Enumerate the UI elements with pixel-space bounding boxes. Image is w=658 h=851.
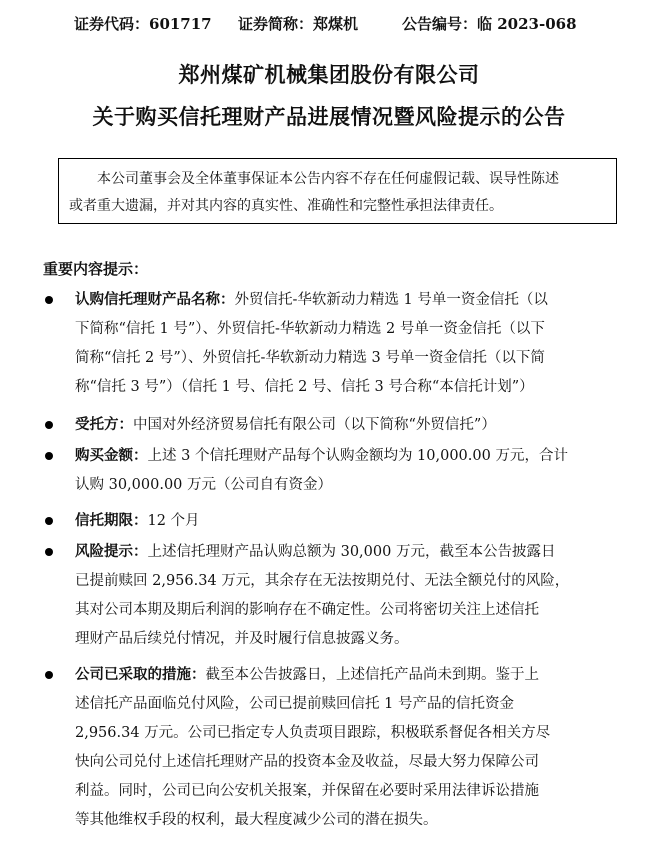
stock-code: 证券代码：601717: [74, 15, 212, 33]
disclaimer-line: 本公司董事会及全体董事保证本公告内容不存在任何虚假记载、误导性陈述: [97, 171, 559, 187]
item-text: 2,956.34 万元。公司已指定专人负责项目跟踪，积极联系督促各相关方尽: [75, 725, 551, 741]
item-text: 利益。同时，公司已向公安机关报案，并保留在必要时采用法律诉讼措施: [75, 783, 539, 799]
item-text: 下简称“信托 1 号”）、外贸信托-华软新动力精选 2 号单一资金信托（以下: [75, 321, 545, 337]
bullet-icon: [45, 548, 53, 556]
item-text: 中国对外经济贸易信托有限公司（以下简称“外贸信托”）: [133, 417, 496, 433]
company-title: 郑州煤矿机械集团股份有限公司: [178, 62, 480, 87]
item-row: [75, 537, 620, 567]
list-item: [45, 537, 620, 654]
stock-name: 证券简称：郑煤机: [238, 15, 359, 33]
item-text: 截至本公告披露日，上述信托产品尚未到期。鉴于上: [205, 667, 539, 683]
disclaimer-box: [58, 158, 617, 224]
item-row: [75, 285, 620, 315]
bullet-icon: [45, 452, 53, 460]
item-text: 上述信托理财产品认购总额为 30,000 万元，截至本公告披露日: [147, 544, 556, 560]
item-label: 受托方：: [75, 416, 133, 433]
bullet-icon: [45, 296, 53, 304]
notice-number: 公告编号：临 2023-068: [402, 15, 577, 33]
item-text: 述信托产品面临兑付风险，公司已提前赎回信托 1 号产品的信托资金: [75, 696, 514, 712]
notice-title: 关于购买信托理财产品进展情况暨风险提示的公告: [92, 104, 566, 129]
item-text: 称“信托 3 号”）（信托 1 号、信托 2 号、信托 3 号合称“本信托计划”）: [75, 379, 534, 395]
item-label: 风险提示：: [75, 543, 148, 560]
item-label: 认购信托理财产品名称：: [75, 291, 235, 308]
item-text: 已提前赎回 2,956.34 万元，其余存在无法按期兑付、无法全额兑付的风险，: [75, 573, 570, 589]
item-text: 其对公司本期及期后利润的影响存在不确定性。公司将密切关注上述信托: [75, 602, 539, 618]
disclaimer-line: 或者重大遗漏，并对其内容的真实性、准确性和完整性承担法律责任。: [69, 198, 503, 214]
list-item: [45, 285, 620, 402]
item-row: [75, 410, 620, 440]
item-text: 认购 30,000.00 万元（公司自有资金）: [75, 477, 333, 493]
section-heading: 重要内容提示：: [43, 260, 149, 278]
announcement-header: [0, 12, 658, 36]
item-text: 12 个月: [147, 513, 200, 529]
item-label: 公司已采取的措施：: [75, 666, 206, 683]
item-text: 外贸信托-华软新动力精选 1 号单一资金信托（以: [234, 292, 548, 308]
list-item: [45, 441, 620, 500]
bullet-icon: [45, 517, 53, 525]
item-row: [75, 441, 620, 471]
item-row: [75, 660, 620, 690]
list-item: [45, 506, 620, 536]
list-item: [45, 410, 620, 440]
item-text: 等其他维权手段的权利，最大程度减少公司的潜在损失。: [75, 812, 438, 828]
list-item: [45, 660, 620, 835]
item-label: 购买金额：: [75, 447, 148, 464]
bullet-icon: [45, 671, 53, 679]
item-text: 简称“信托 2 号”）、外贸信托-华软新动力精选 3 号单一资金信托（以下简: [75, 350, 545, 366]
item-label: 信托期限：: [75, 512, 148, 529]
item-text: 理财产品后续兑付情况，并及时履行信息披露义务。: [75, 631, 409, 647]
item-row: [75, 506, 620, 536]
item-text: 快向公司兑付上述信托理财产品的投资本金及收益，尽最大努力保障公司: [75, 754, 539, 770]
item-text: 上述 3 个信托理财产品每个认购金额均为 10,000.00 万元，合计: [147, 448, 568, 464]
bullet-icon: [45, 421, 53, 429]
